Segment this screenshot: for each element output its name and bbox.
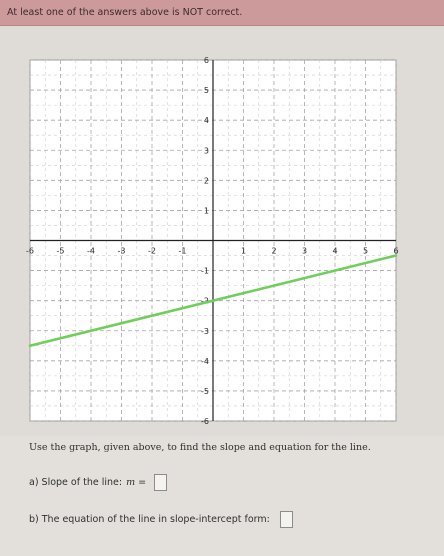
x-tick-label: -5: [56, 246, 65, 256]
y-tick-label: -3: [201, 326, 209, 336]
equation-question: [29, 511, 293, 528]
x-tick-label: 6: [393, 246, 399, 256]
slope-answer-box[interactable]: [154, 474, 167, 491]
x-tick-label: -3: [117, 246, 126, 256]
x-tick-label: 4: [332, 246, 338, 256]
x-tick-label: -6: [26, 246, 34, 256]
x-tick-label: 5: [362, 246, 369, 256]
y-tick-label: -4: [201, 356, 209, 366]
alert-text: At least one of the answers above is NOT correct.: [7, 7, 243, 18]
y-tick-label: 5: [203, 86, 209, 96]
y-tick-label: 6: [203, 56, 209, 65]
x-tick-label: -2: [148, 246, 156, 256]
coordinate-graph: [0, 26, 444, 436]
y-tick-label: 3: [203, 146, 209, 156]
incorrect-answer-alert: [0, 0, 444, 26]
slope-question: [29, 474, 167, 491]
slope-label: a) Slope of the line:: [29, 477, 123, 488]
question-instruction: Use the graph, given above, to find the slope and equation for the line.: [29, 442, 371, 453]
y-tick-label: -5: [201, 386, 209, 396]
graph-panel: [0, 26, 444, 436]
y-tick-label: 1: [203, 206, 209, 216]
equation-label: b) The equation of the line in slope-intercept form:: [29, 514, 270, 525]
y-tick-label: 4: [203, 116, 209, 126]
y-tick-label: -1: [201, 266, 209, 276]
y-tick-label: 2: [203, 176, 209, 186]
equals-sign: =: [138, 477, 147, 488]
x-tick-label: 2: [271, 246, 277, 256]
x-tick-label: 1: [240, 246, 247, 256]
y-tick-label: -6: [201, 417, 209, 426]
equation-answer-box[interactable]: [280, 511, 293, 528]
y-tick-label: -2: [201, 296, 209, 306]
x-tick-label: -1: [178, 246, 187, 256]
x-tick-label: 3: [301, 246, 308, 256]
slope-variable: m: [126, 477, 136, 488]
x-tick-label: -4: [87, 246, 95, 256]
